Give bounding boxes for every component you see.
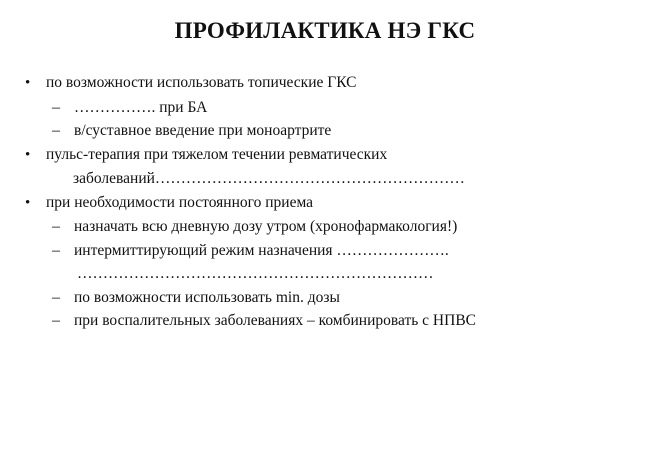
list-item-topical-gcs: по возможности использовать топические ГКС [46, 74, 357, 91]
sub-item-nsaid-combination: при воспалительных заболеваниях – комбинировать с НПВС [74, 312, 476, 329]
dash-icon: – [52, 99, 60, 116]
list-item-pulse-therapy: пульс-терапия при тяжелом течении ревматических [46, 146, 388, 163]
sub-item-asthma: ……………. при БА [74, 99, 208, 116]
list-item-pulse-therapy-continuation: заболеваний…………………………………………………… [73, 170, 465, 187]
dash-icon: – [52, 242, 60, 259]
dash-icon: – [52, 312, 60, 329]
sub-item-intermittent-continuation: …………………………………………………………… [77, 265, 434, 282]
sub-item-intra-articular: в/суставное введение при моноартрите [74, 122, 332, 139]
dash-icon: – [52, 122, 60, 139]
bullet-icon: • [25, 147, 31, 163]
dash-icon: – [52, 218, 60, 235]
sub-item-morning-dose: назначать всю дневную дозу утром (хронофармакология!) [74, 218, 458, 235]
dash-icon: – [52, 289, 60, 306]
sub-item-intermittent-regimen: интермиттирующий режим назначения …………………. [74, 242, 449, 259]
bullet-icon: • [25, 75, 31, 91]
list-item-constant-intake: при необходимости постоянного приема [46, 194, 314, 211]
slide-title: ПРОФИЛАКТИКА НЭ ГКС [174, 18, 476, 43]
bullet-icon: • [25, 195, 31, 211]
sub-item-min-doses: по возможности использовать min. дозы [74, 289, 340, 306]
